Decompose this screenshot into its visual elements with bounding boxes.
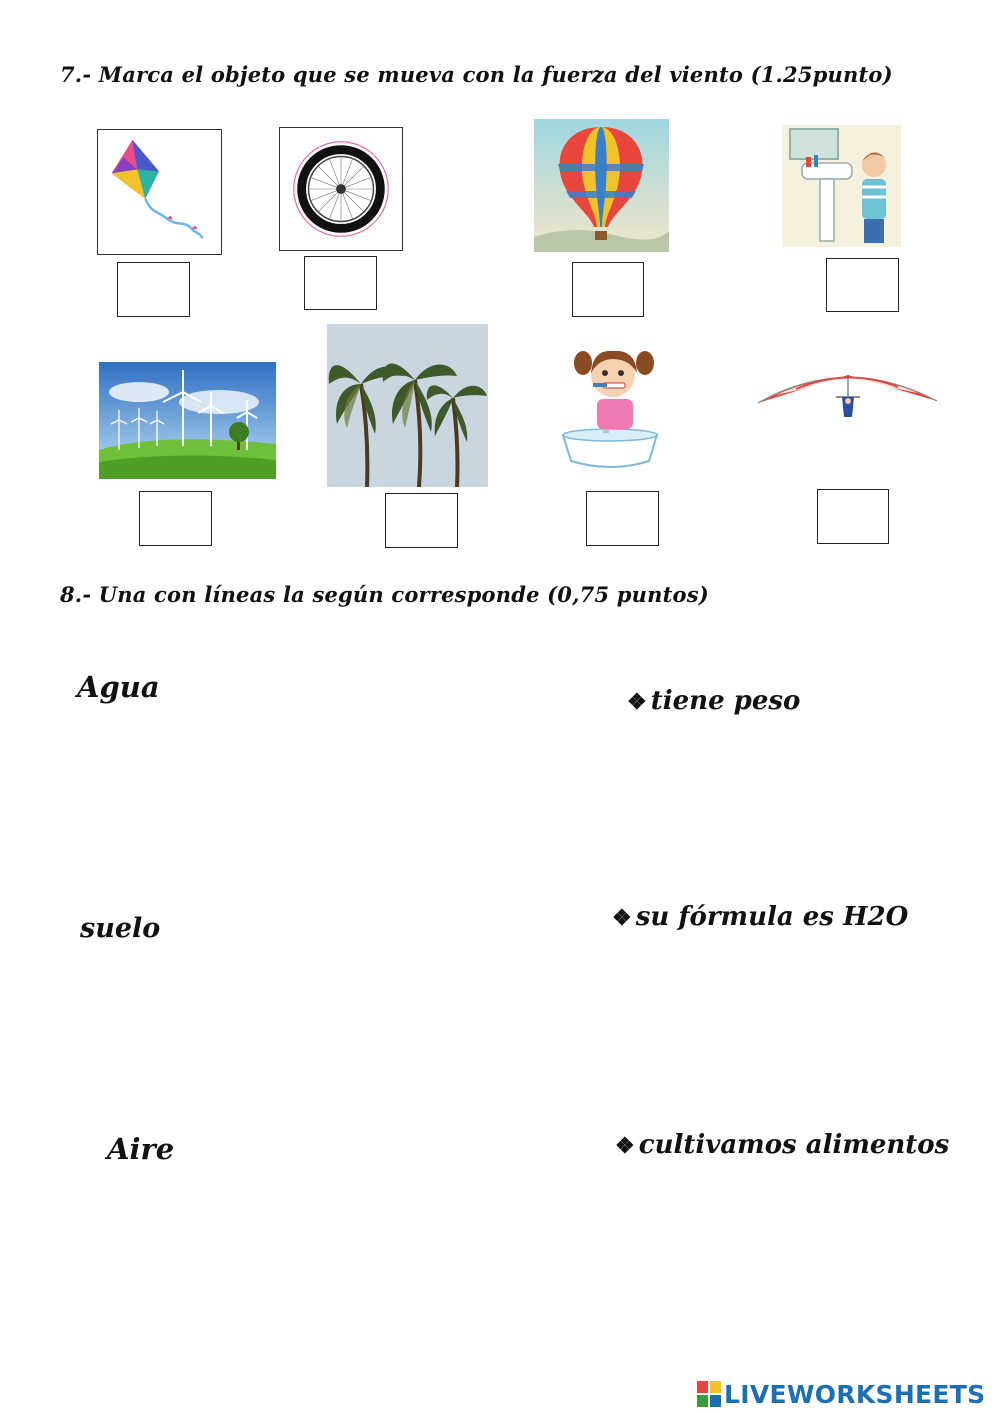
hot-air-balloon-picture bbox=[534, 119, 669, 252]
hang-glider-picture bbox=[756, 357, 939, 426]
phrase-tiene-peso[interactable] bbox=[627, 686, 800, 716]
phrase-text: cultivamos alimentos bbox=[638, 1130, 950, 1160]
word-suelo[interactable]: suelo bbox=[80, 913, 161, 944]
wind-turbines-picture bbox=[99, 362, 276, 479]
liveworksheets-mark-icon bbox=[697, 1381, 721, 1407]
word-aire[interactable]: Aire bbox=[107, 1132, 175, 1166]
liveworksheets-logo bbox=[697, 1378, 985, 1410]
palm-trees-checkbox[interactable] bbox=[385, 493, 458, 548]
kite-checkbox[interactable] bbox=[117, 262, 190, 317]
phrase-cultivamos-alimentos[interactable] bbox=[615, 1130, 949, 1160]
wheel-checkbox[interactable] bbox=[304, 256, 377, 310]
wind-turbines-checkbox[interactable] bbox=[139, 491, 212, 546]
phrase-formula-h2o[interactable] bbox=[612, 902, 908, 932]
boy-at-sink-picture bbox=[782, 125, 901, 247]
hang-glider-checkbox[interactable] bbox=[817, 489, 889, 544]
phrase-text: tiene peso bbox=[650, 686, 801, 716]
palm-trees-in-wind-picture bbox=[327, 324, 488, 487]
hot-air-balloon-checkbox[interactable] bbox=[572, 262, 644, 317]
word-agua[interactable]: Agua bbox=[77, 670, 160, 704]
wheel-picture bbox=[279, 127, 403, 251]
question-7-title: 7.- Marca el objeto que se mueva con la fuerza del viento (1.25punto) bbox=[60, 62, 893, 87]
question-8-title: 8.- Una con líneas la según corresponde (0,75 puntos) bbox=[60, 582, 709, 607]
bullet-icon: ❖ bbox=[615, 1133, 635, 1159]
girl-brushing-teeth-picture bbox=[553, 339, 666, 470]
brand-name: LIVEWORKSHEETS bbox=[724, 1379, 986, 1409]
bullet-icon: ❖ bbox=[612, 905, 632, 931]
kite-picture bbox=[97, 129, 222, 255]
girl-brushing-teeth-checkbox[interactable] bbox=[586, 491, 659, 546]
phrase-text: su fórmula es H2O bbox=[635, 902, 909, 932]
bullet-icon: ❖ bbox=[627, 689, 647, 715]
boy-at-sink-checkbox[interactable] bbox=[826, 258, 899, 312]
